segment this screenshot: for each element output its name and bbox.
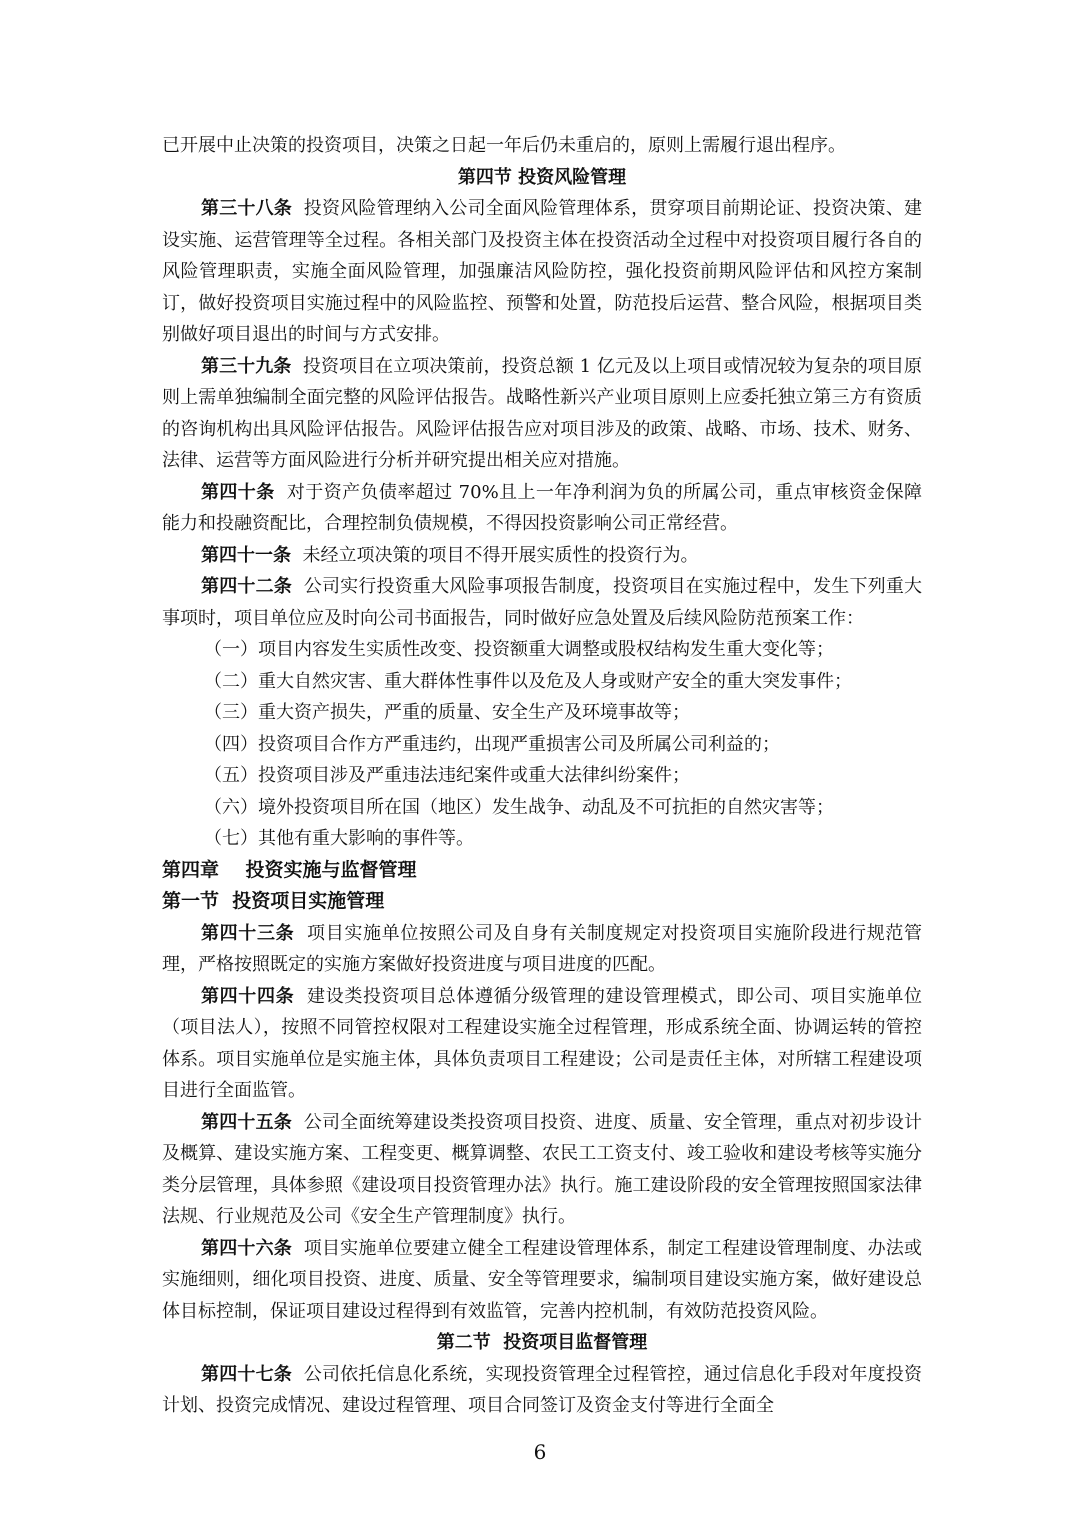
article-44-label: 第四十四条 xyxy=(201,985,295,1007)
article-45-label: 第四十五条 xyxy=(201,1111,292,1133)
article-42-text: 公司实行投资重大风险事项报告制度，投资项目在实施过程中，发生下列重大事项时，项目单位应及时向公司书面报告，同时做好应急处置及后续风险防范预案工作： xyxy=(162,576,923,629)
article-46 xyxy=(162,1233,922,1328)
article-45 xyxy=(162,1107,922,1233)
list-item: （二）重大自然灾害、重大群体性事件以及危及人身或财产安全的重大突发事件； xyxy=(204,670,852,692)
article-45-text: 公司全面统筹建设类投资项目投资、进度、质量、安全管理，重点对初步设计及概算、建设实施方案、工程变更、概算调整、农民工工资支付、竣工验收和建设考核等实施分类分层管理，具体参照《建设项目投资管理办法》执行。施工建设阶段的安全管理按照国家法律法规、行业规范及公司《安全生产管理制度》执行。 xyxy=(162,1111,923,1227)
article-41-text: 未经立项决策的项目不得开展实质性的投资行为。 xyxy=(302,544,699,566)
article-44-text: 建设类投资项目总体遵循分级管理的建设管理模式，即公司、项目实施单位（项目法人），按照不同管控权限对工程建设实施全过程管理，形成系统全面、协调运转的管控体系。项目实施单位是实施主体，具体负责项目工程建设；公司是责任主体，对所辖工程建设项目进行全面监管。 xyxy=(162,985,923,1101)
section-4-title: 第四节 投资风险管理 xyxy=(457,166,627,188)
article-46-text: 项目实施单位要建立健全工程建设管理体系，制定工程建设管理制度、办法或实施细则，细化项目投资、进度、质量、安全等管理要求，编制项目建设实施方案，做好建设总体目标控制，保证项目建设过程得到有效监管，完善内控机制，有效防范投资风险。 xyxy=(162,1237,923,1322)
article-39-text: 投资项目在立项决策前，投资总额 1 亿元及以上项目或情况较为复杂的项目原则上需单独编制全面完整的风险评估报告。战略性新兴产业项目原则上应委托独立第三方有资质的咨询机构出具风险评估报告。风险评估报告应对项目涉及的政策、战略、市场、技术、财务、法律、运营等方面风险进行分析并研究提出相关应对措施。 xyxy=(162,355,922,471)
article-47-label: 第四十七条 xyxy=(201,1363,292,1385)
article-42 xyxy=(162,571,922,634)
list-item: （七）其他有重大影响的事件等。 xyxy=(204,828,474,849)
document-page xyxy=(162,130,922,1422)
article-38-text: 投资风险管理纳入公司全面风险管理体系，贯穿项目前期论证、投资决策、建设实施、运营管理等全过程。各相关部门及投资主体在投资活动全过程中对投资项目履行各自的风险管理职责，实施全面风险管理，加强廉洁风险防控，强化投资前期风险评估和风控方案制订，做好投资项目实施过程中的风险监控、预警和处置，防范投后运营、整合风险，根据项目类别做好项目退出的时间与方式安排。 xyxy=(162,198,923,345)
article-38-label: 第三十八条 xyxy=(201,198,292,219)
article-40 xyxy=(162,477,922,540)
article-41-label: 第四十一条 xyxy=(201,544,291,566)
section-2-title: 第二节 投资项目监督管理 xyxy=(436,1332,648,1353)
article-41 xyxy=(162,540,922,572)
list-item: （六）境外投资项目所在国（地区）发生战争、动乱及不可抗拒的自然灾害等； xyxy=(204,796,834,818)
article-43-text: 项目实施单位按照公司及自身有关制度规定对投资项目实施阶段进行规范管理，严格按照既定的实施方案做好投资进度与项目进度的匹配。 xyxy=(162,922,923,975)
article-44 xyxy=(162,981,922,1107)
article-38 xyxy=(162,193,922,351)
section-1-title: 第一节 投资项目实施管理 xyxy=(162,890,385,912)
article-47-text: 公司依托信息化系统，实现投资管理全过程管控，通过信息化手段对年度投资计划、投资完成情况、建设过程管理、项目合同签订及资金支付等进行全面全 xyxy=(162,1363,923,1416)
article-39 xyxy=(162,351,922,477)
chapter-4-title: 第四章 投资实施与监督管理 xyxy=(162,858,417,881)
list-item: （五）投资项目涉及严重违法违纪案件或重大法律纠纷案件； xyxy=(204,765,690,786)
article-40-label: 第四十条 xyxy=(201,481,275,503)
list-item: （三）重大资产损失，严重的质量、安全生产及环境事故等； xyxy=(204,702,690,723)
article-39-label: 第三十九条 xyxy=(201,355,292,377)
list-item: （四）投资项目合作方严重违约，出现严重损害公司及所属公司利益的； xyxy=(204,733,780,755)
article-43 xyxy=(162,918,922,981)
article-42-label: 第四十二条 xyxy=(201,576,292,597)
article-43-label: 第四十三条 xyxy=(201,922,295,944)
article-40-text: 对于资产负债率超过 70%且上一年净利润为负的所属公司，重点审核资金保障能力和投融资配比，合理控制负债规模，不得因投资影响公司正常经营。 xyxy=(162,481,922,534)
page-number: 6 xyxy=(533,1440,547,1464)
article-46-label: 第四十六条 xyxy=(201,1237,292,1259)
article-47 xyxy=(162,1359,922,1422)
intro-paragraph: 已开展中止决策的投资项目，决策之日起一年后仍未重启的，原则上需履行退出程序。 xyxy=(162,135,846,156)
list-item: （一）项目内容发生实质性改变、投资额重大调整或股权结构发生重大变化等； xyxy=(204,639,834,660)
